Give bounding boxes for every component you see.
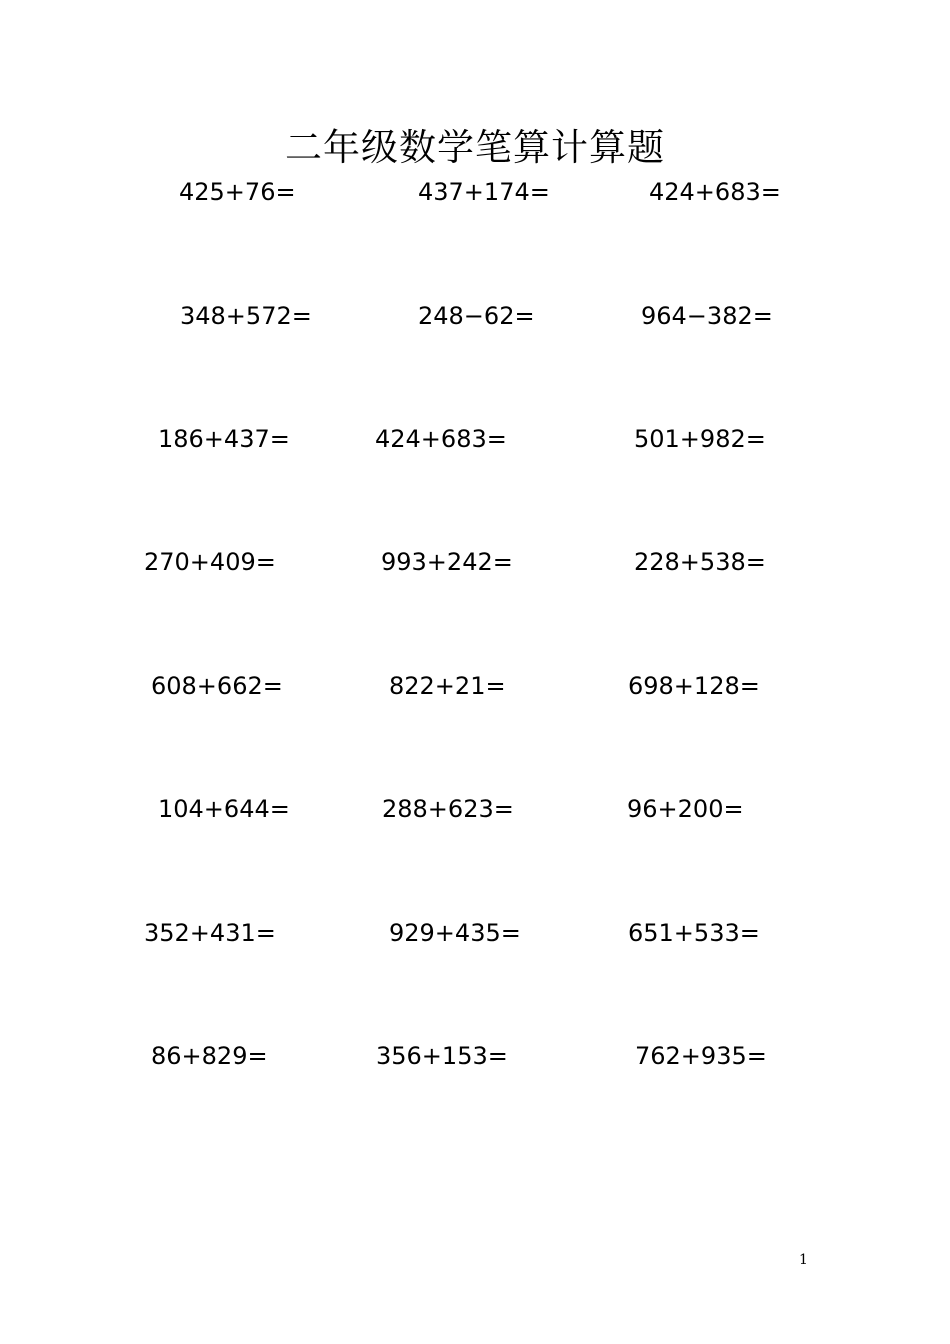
problem-5: 248−62= [418, 302, 535, 330]
problem-23: 356+153= [376, 1042, 508, 1070]
problem-14: 822+21= [389, 672, 506, 700]
problem-10: 270+409= [144, 548, 276, 576]
problem-2: 437+174= [418, 178, 550, 206]
problem-17: 288+623= [382, 795, 514, 823]
problem-12: 228+538= [634, 548, 766, 576]
problem-16: 104+644= [158, 795, 290, 823]
page-number: 1 [799, 1252, 808, 1268]
page-title: 二年级数学笔算计算题 [285, 125, 665, 169]
problem-7: 186+437= [158, 425, 290, 453]
problem-3: 424+683= [649, 178, 781, 206]
problem-4: 348+572= [180, 302, 312, 330]
problem-11: 993+242= [381, 548, 513, 576]
problem-6: 964−382= [641, 302, 773, 330]
problem-19: 352+431= [144, 919, 276, 947]
problem-8: 424+683= [375, 425, 507, 453]
problem-24: 762+935= [635, 1042, 767, 1070]
problem-15: 698+128= [628, 672, 760, 700]
problem-13: 608+662= [151, 672, 283, 700]
problem-21: 651+533= [628, 919, 760, 947]
problem-9: 501+982= [634, 425, 766, 453]
problem-1: 425+76= [179, 178, 296, 206]
problem-20: 929+435= [389, 919, 521, 947]
problem-22: 86+829= [151, 1042, 268, 1070]
problem-18: 96+200= [627, 795, 744, 823]
